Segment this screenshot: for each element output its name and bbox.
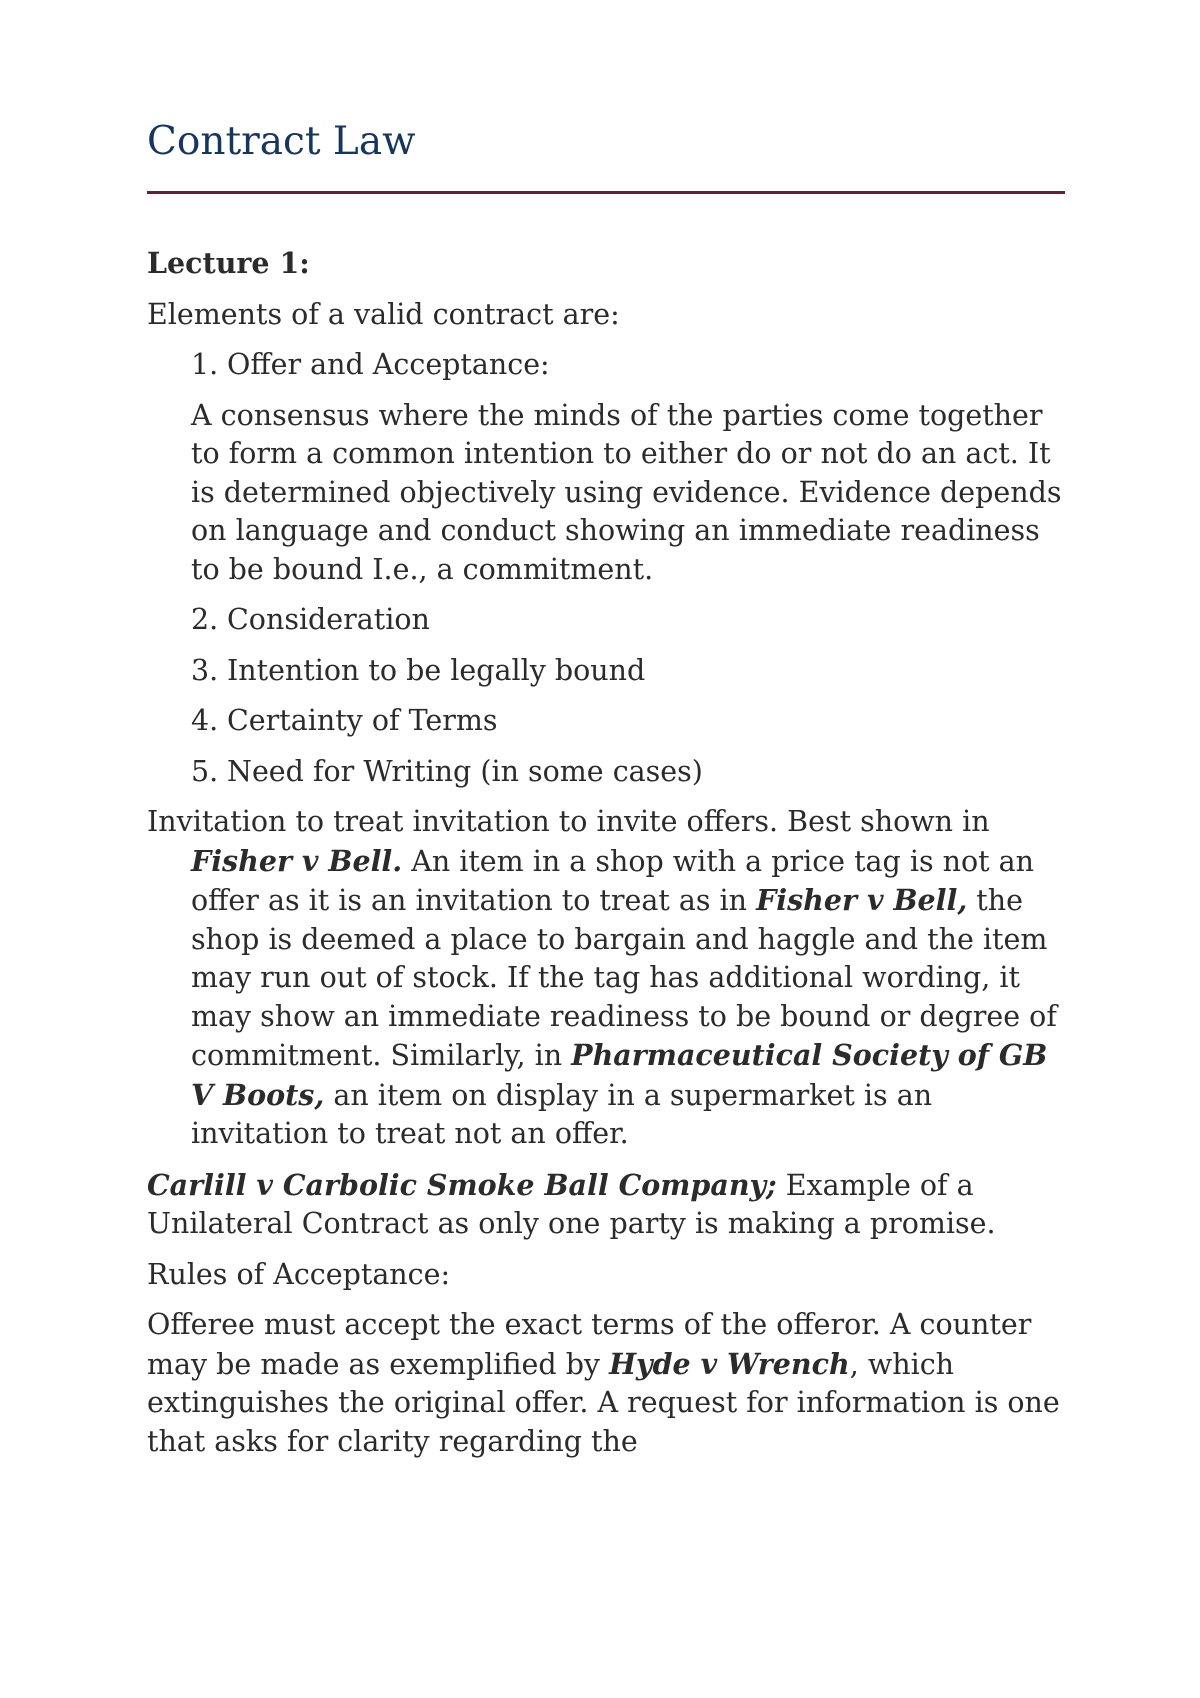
list-number: 3. <box>191 653 219 687</box>
offer-description: A consensus where the minds of the parties come together to form a common intention to either do or not do an act. It is determined objectively using evidence. Evidence depends on language and conduct showing an immediate readiness to be bound I.e., a commitment. <box>191 398 1062 586</box>
list-number: 4. <box>191 704 219 737</box>
paragraph-text: the shop is deemed a place to bargain and haggle and the item may run out of stock. If the tag has additional wording, it may show an immediate readiness to be bound or degree of commitment. Similarly, in <box>191 884 1057 1072</box>
list-number: 1. <box>191 348 219 381</box>
list-item-text: Consideration <box>227 603 430 636</box>
list-item <box>191 702 1065 741</box>
paragraph-text: Example of a Unilateral Contract as only one party is making a promise. <box>147 1168 996 1240</box>
list-item <box>191 601 1065 640</box>
rules-heading: Rules of Acceptance: <box>147 1257 451 1291</box>
list-item-text: Certainty of Terms <box>227 704 498 737</box>
paragraph-text: Offeree must accept the exact terms of the offeror. A counter may be made as exemplified by <box>147 1308 1032 1381</box>
paragraph-text: an item on display in a supermarket is an invitation to treat not an offer. <box>191 1078 933 1150</box>
paragraph-text: , which extinguishes the original offer. A request for information is one that asks for clarity regarding the <box>147 1347 1060 1458</box>
list-item-text: Need for Writing (in some cases) <box>227 754 703 788</box>
list-item-text: Offer and Acceptance: <box>227 348 550 381</box>
carlill-paragraph <box>147 1166 1065 1244</box>
document-title: Contract Law <box>147 119 416 164</box>
list-item <box>191 753 1065 792</box>
case-citation: Hyde v Wrench <box>609 1346 850 1381</box>
list-number: 5. <box>191 754 219 788</box>
invitation-paragraph <box>147 803 1065 1154</box>
case-citation: Carlill v Carbolic Smoke Ball Company; <box>147 1167 777 1202</box>
paragraph-text: Invitation to treat invitation to invite offers. Best shown in <box>147 805 990 838</box>
paragraph-text: An item in a shop with a price tag is not an offer as it is an invitation to treat as in <box>191 844 1035 917</box>
list-item-text: Intention to be legally bound <box>227 653 646 687</box>
case-citation: Fisher v Bell. <box>191 843 403 878</box>
case-citation: Fisher v Bell, <box>756 883 968 917</box>
elements-intro: Elements of a valid contract are: <box>147 297 620 331</box>
list-number: 2. <box>191 603 219 636</box>
lecture-heading: Lecture 1: <box>147 246 310 280</box>
title-divider <box>147 191 1065 194</box>
case-citation: Pharmaceutical Society of GB V Boots, <box>191 1038 1048 1112</box>
list-item <box>191 652 1065 691</box>
acceptance-paragraph <box>147 1306 1065 1461</box>
list-item <box>191 346 1065 385</box>
document-body <box>147 244 1065 1473</box>
